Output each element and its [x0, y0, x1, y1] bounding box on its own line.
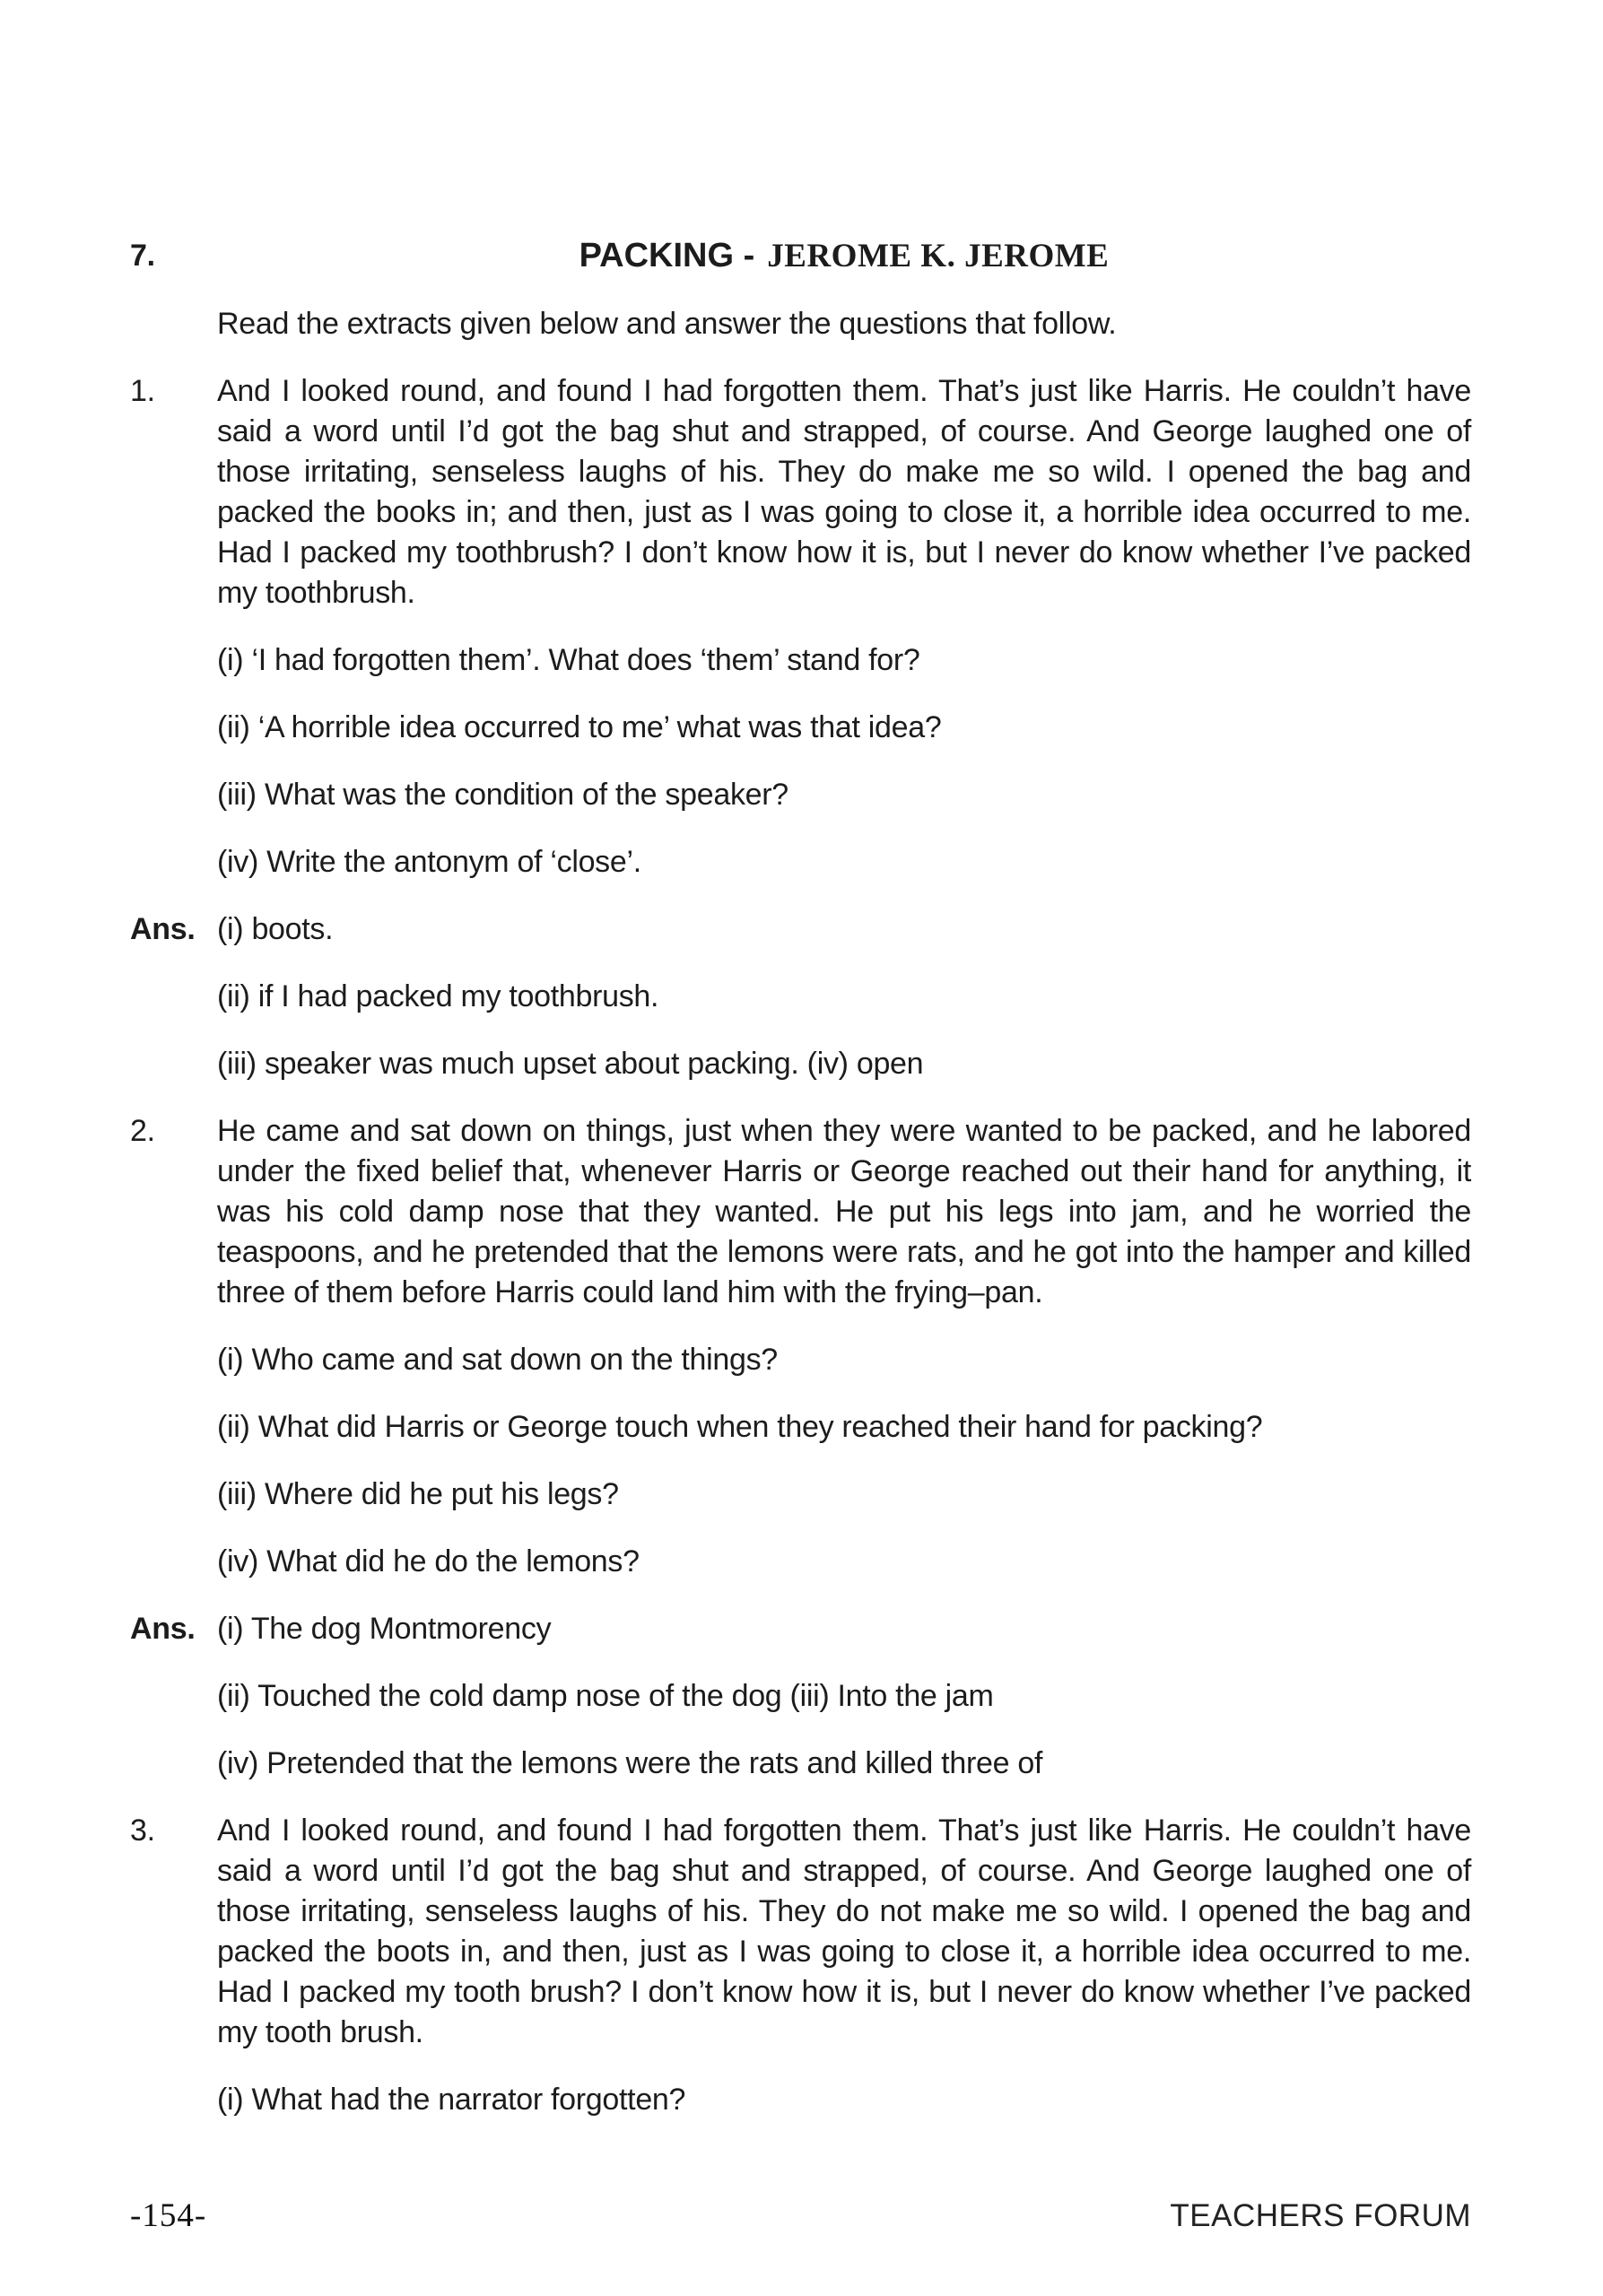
extract-2-row [130, 1111, 1471, 1313]
extract-1-question-row [130, 842, 1471, 883]
extract-1-answer-i: (i) boots. [217, 912, 334, 946]
extract-1-answer-row [130, 909, 1471, 950]
extract-1-question-row [130, 708, 1471, 748]
answer-label: Ans. [130, 912, 196, 946]
page-number: -154- [130, 2197, 207, 2234]
extract-2-question-row [130, 1474, 1471, 1515]
extract-2-question-row [130, 1407, 1471, 1448]
extract-2-passage: He came and sat down on things, just when they were wanted to be packed, and he labored under the fixed belief that, whenever Harris or George reached out their hand for anything, it was his cold damp nose that they wanted. He put his legs into jam, and he worried the teaspoons, and he pretended that the lemons were rats, and he got into the hamper and killed three of them before Harris could land him with the frying–pan. [217, 1114, 1471, 1309]
chapter-number: 7. [130, 239, 155, 273]
extract-2-answer-ii-iii: (ii) Touched the cold damp nose of the dog (iii) Into the jam [217, 1679, 994, 1713]
extract-3-row [130, 1811, 1471, 2053]
extract-1-answer-iii-iv: (iii) speaker was much upset about packing. (iv) open [217, 1047, 924, 1081]
chapter-author: JEROME K. JEROME [767, 238, 1110, 274]
extract-2-answer-row [130, 1744, 1471, 1784]
chapter-title-text: PACKING - [579, 237, 755, 274]
extract-3-question-i: (i) What had the narrator forgotten? [217, 2083, 686, 2117]
extract-2-number: 2. [130, 1114, 155, 1148]
answer-label: Ans. [130, 1612, 196, 1646]
instruction-text: Read the extracts given below and answer the questions that follow. [217, 307, 1117, 341]
extract-3-passage: And I looked round, and found I had forgotten them. That’s just like Harris. He couldn’t have said a word until I’d got the bag shut and strapped, of course. And George laughed one of those irritating, senseless laughs of his. They do not make me so wild. I opened the bag and packed the boots in, and then, just as I was going to close it, a horrible idea occurred to me. Had I packed my tooth brush? I don’t know how it is, but I never do know whether I’ve packed my tooth brush. [217, 1813, 1471, 2049]
extract-2-answer-row [130, 1676, 1471, 1717]
extract-2-question-row [130, 1542, 1471, 1582]
extract-2-question-iv: (iv) What did he do the lemons? [217, 1544, 640, 1578]
extract-2-answer-row [130, 1609, 1471, 1649]
extract-1-passage: And I looked round, and found I had forgotten them. That’s just like Harris. He couldn’t have said a word until I’d got the bag shut and strapped, of course. And George laughed one of those irritating, senseless laughs of his. They do make me so wild. I opened the bag and packed the books in; and then, just as I was going to close it, a horrible idea occurred to me. Had I packed my toothbrush? I don’t know how it is, but I never do know whether I’ve packed my toothbrush. [217, 374, 1471, 610]
extract-1-answer-ii: (ii) if I had packed my toothbrush. [217, 979, 659, 1013]
extract-1-question-row [130, 640, 1471, 681]
publisher-name: TEACHERS FORUM [1170, 2198, 1471, 2233]
extract-3-number: 3. [130, 1813, 155, 1848]
page-footer [130, 2196, 1471, 2236]
extract-1-question-row [130, 775, 1471, 815]
extract-1-question-iii: (iii) What was the condition of the speaker? [217, 778, 788, 812]
page-content [130, 236, 1471, 2120]
extract-1-question-ii: (ii) ‘A horrible idea occurred to me’ what was that idea? [217, 710, 942, 744]
extract-2-answer-i: (i) The dog Montmorency [217, 1612, 552, 1646]
extract-1-answer-row [130, 977, 1471, 1017]
extract-2-question-iii: (iii) Where did he put his legs? [217, 1477, 619, 1511]
extract-1-question-iv: (iv) Write the antonym of ‘close’. [217, 845, 641, 879]
extract-1-question-i: (i) ‘I had forgotten them’. What does ‘them’ stand for? [217, 643, 920, 677]
extract-1-answer-row [130, 1044, 1471, 1084]
chapter-heading-row [130, 236, 1471, 277]
chapter-title [217, 236, 1471, 277]
extract-2-question-row [130, 1340, 1471, 1380]
extract-3-question-row [130, 2080, 1471, 2120]
extract-1-row [130, 371, 1471, 613]
extract-2-answer-iv: (iv) Pretended that the lemons were the rats and killed three of [217, 1746, 1043, 1780]
instruction-row [130, 304, 1471, 344]
extract-1-number: 1. [130, 374, 155, 408]
extract-2-question-ii: (ii) What did Harris or George touch when they reached their hand for packing? [217, 1410, 1263, 1444]
extract-2-question-i: (i) Who came and sat down on the things? [217, 1343, 778, 1377]
